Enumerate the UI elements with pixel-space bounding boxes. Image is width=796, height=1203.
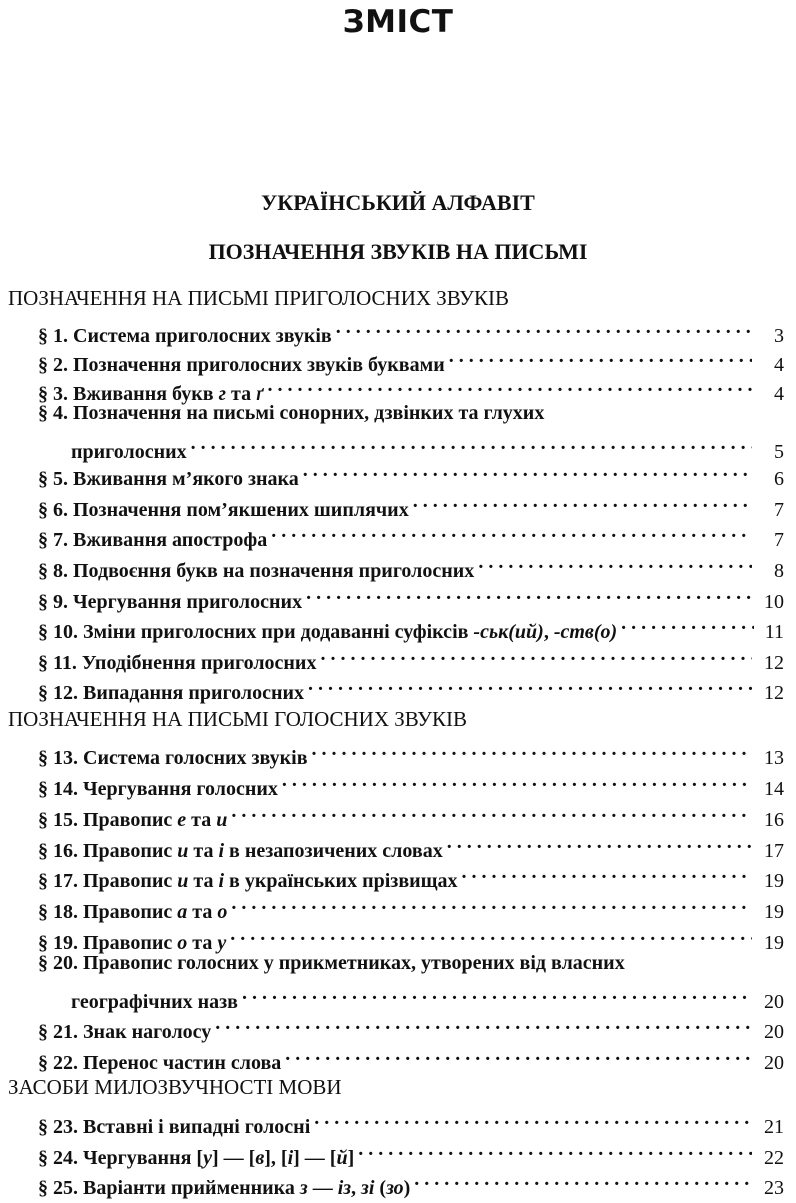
leader-dots (336, 312, 752, 342)
page-number: 21 (764, 1116, 784, 1138)
page-title: ЗМІСТ (342, 4, 454, 40)
entry-text: § 15. Правопис е та и (38, 809, 228, 831)
toc-entry[interactable] (38, 486, 784, 521)
leader-dots (303, 455, 752, 485)
page-number: 7 (774, 529, 784, 551)
leader-dots (414, 1164, 752, 1194)
entry-text: § 16. Правопис и та і в незапозичених словах (38, 840, 443, 862)
page-number: 12 (764, 652, 784, 674)
toc-entry[interactable] (38, 948, 784, 1013)
entry-text: § 24. Чергування [у] — [в], [і] — [й] (38, 1147, 355, 1169)
section-heading-consonants: ПОЗНАЧЕННЯ НА ПИСЬМІ ПРИГОЛОСНИХ ЗВУКІВ (8, 286, 509, 310)
entry-text: § 3. Вживання букв г та ґ (38, 383, 264, 405)
page-number: 6 (774, 468, 784, 490)
toc-entry[interactable] (38, 341, 784, 376)
entry-text: § 18. Правопис а та о (38, 901, 228, 923)
toc-entry[interactable] (38, 455, 784, 490)
toc-entry[interactable] (38, 1164, 784, 1199)
page-number: 19 (764, 870, 784, 892)
leader-dots (478, 547, 752, 577)
page-number: 4 (774, 383, 784, 405)
leader-dots (285, 1039, 752, 1069)
page-number: 5 (774, 441, 784, 463)
leader-dots (271, 516, 752, 546)
leader-dots (314, 1103, 752, 1133)
toc-entry[interactable] (38, 796, 784, 831)
leader-dots (230, 919, 752, 949)
toc-entry[interactable] (38, 516, 784, 551)
entry-text: § 22. Перенос частин слова (38, 1052, 282, 1074)
leader-dots (282, 765, 752, 795)
toc-entry[interactable] (38, 578, 784, 613)
entry-text: § 17. Правопис и та і в українських прізвищах (38, 870, 458, 892)
page-number: 20 (764, 991, 784, 1013)
entry-text: § 10. Зміни приголосних при додаванні суфіксів -ськ(ий), -ств(о) (38, 621, 618, 643)
entry-text: § 12. Випадання приголосних (38, 682, 305, 704)
toc-entry[interactable] (38, 608, 784, 643)
page-number: 8 (774, 560, 784, 582)
leader-dots (306, 578, 752, 608)
toc-entry[interactable] (38, 857, 784, 892)
toc-entry[interactable] (38, 1008, 784, 1043)
entry-text: § 13. Система голосних звуків (38, 747, 308, 769)
toc-entry[interactable] (38, 669, 784, 704)
entry-text: § 23. Вставні і випадні голосні (38, 1116, 311, 1138)
toc-entry[interactable] (38, 888, 784, 923)
page-number: 4 (774, 354, 784, 376)
entry-text: § 20. Правопис голосних у прикметниках, утворених від власних (38, 952, 625, 974)
heading-alphabet: УКРАЇНСЬКИЙ АЛФАВІТ (261, 190, 535, 215)
toc-entry[interactable] (38, 370, 784, 405)
leader-dots (231, 796, 752, 826)
entry-text: § 8. Подвоєння букв на позначення приголосних (38, 560, 475, 582)
page-number: 12 (764, 682, 784, 704)
entry-text: § 21. Знак наголосу (38, 1021, 212, 1043)
page-number: 10 (764, 591, 784, 613)
heading-sounds: ПОЗНАЧЕННЯ ЗВУКІВ НА ПИСЬМІ (208, 239, 588, 264)
entry-text: § 2. Позначення приголосних звуків буквами (38, 354, 445, 376)
page-number: 19 (764, 901, 784, 923)
leader-dots (308, 669, 752, 699)
page-number: 22 (764, 1147, 784, 1169)
leader-dots (621, 608, 754, 638)
toc-entry[interactable] (38, 547, 784, 582)
leader-dots (312, 734, 752, 764)
leader-dots (231, 888, 752, 918)
toc-entry[interactable] (38, 398, 784, 463)
page-number: 20 (764, 1021, 784, 1043)
leader-dots (447, 827, 752, 857)
toc-entry[interactable] (38, 827, 784, 862)
page-number: 19 (764, 932, 784, 954)
leader-dots (449, 341, 752, 371)
page-number: 7 (774, 499, 784, 521)
page-number: 20 (764, 1052, 784, 1074)
entry-text-continued: географічних назв (71, 991, 238, 1013)
toc-entry[interactable] (38, 1039, 784, 1074)
leader-dots (267, 370, 752, 400)
toc-entry[interactable] (38, 919, 784, 954)
entry-text: § 1. Система приголосних звуків (38, 325, 332, 347)
toc-entry[interactable] (38, 1134, 784, 1169)
leader-dots (215, 1008, 752, 1038)
entry-text: § 14. Чергування голосних (38, 778, 278, 800)
page-number: 13 (764, 747, 784, 769)
page-number: 11 (764, 621, 784, 643)
page-number: 17 (764, 840, 784, 862)
entry-text: § 9. Чергування приголосних (38, 591, 303, 613)
leader-dots (242, 978, 752, 1008)
toc-entry[interactable] (38, 734, 784, 769)
page-number: 23 (764, 1177, 784, 1199)
entry-text: § 5. Вживання м’якого знака (38, 468, 299, 490)
entry-text: § 4. Позначення на письмі сонорних, дзвінких та глухих (38, 402, 545, 424)
section-heading-euphony: ЗАСОБИ МИЛОЗВУЧНОСТІ МОВИ (8, 1075, 342, 1099)
page-number: 16 (764, 809, 784, 831)
entry-text: § 6. Позначення пом’якшених шиплячих (38, 499, 409, 521)
section-heading-vowels: ПОЗНАЧЕННЯ НА ПИСЬМІ ГОЛОСНИХ ЗВУКІВ (8, 707, 467, 731)
leader-dots (413, 486, 752, 516)
entry-text: § 7. Вживання апострофа (38, 529, 268, 551)
entry-text-continued: приголосних (71, 441, 187, 463)
toc-entry[interactable] (38, 1103, 784, 1138)
entry-text: § 19. Правопис о та у (38, 932, 227, 954)
toc-entry[interactable] (38, 765, 784, 800)
entry-text: § 25. Варіанти прийменника з — із, зі (зо) (38, 1177, 411, 1199)
leader-dots (358, 1134, 752, 1164)
page-number: 14 (764, 778, 784, 800)
entry-text: § 11. Уподібнення приголосних (38, 652, 317, 674)
leader-dots (320, 639, 752, 669)
toc-entry[interactable] (38, 312, 784, 347)
leader-dots (462, 857, 752, 887)
page-number: 3 (774, 325, 784, 347)
leader-dots (191, 428, 752, 458)
toc-entry[interactable] (38, 639, 784, 674)
